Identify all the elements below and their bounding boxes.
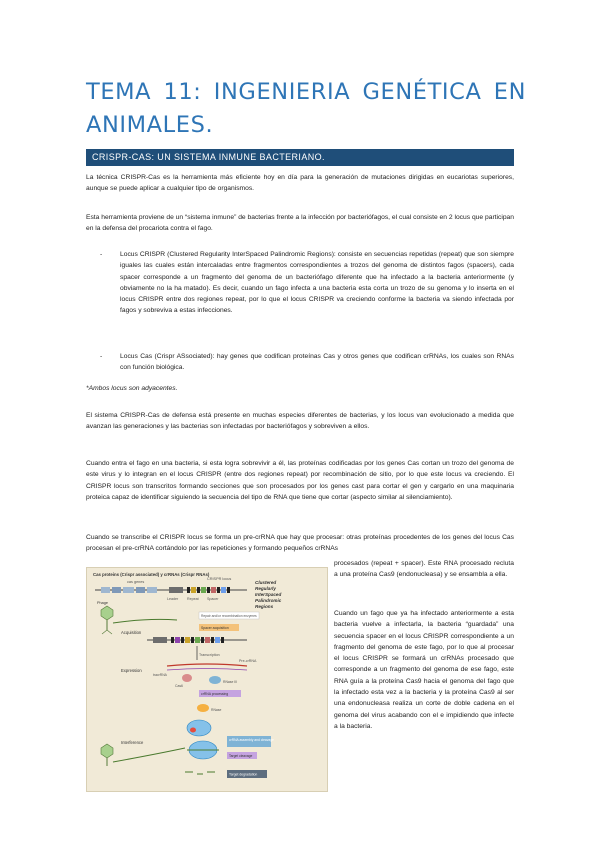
- rnase-iii-protein: [209, 676, 221, 684]
- interference-label: Interference: [121, 740, 144, 745]
- paragraph-evolution: El sistema CRISPR-Cas de defensa está presente en muchas especies diferentes de bacterias, y los locus van evolucionado a medida que avanzan las generaciones y las bacterias son infectadas por bacteriófagos y sobreviven a ellos.: [86, 412, 514, 431]
- cas-gene-block: [123, 587, 134, 593]
- cas9-complex-icon: [187, 720, 211, 736]
- crispr-figure: [86, 567, 328, 792]
- clustered-line-1: Clustered: [255, 580, 277, 585]
- transcription-label: Transcription: [199, 653, 220, 657]
- spacer-acquisition-label: Spacer acquisition: [201, 626, 229, 630]
- tracrrna-strand: [167, 669, 247, 671]
- leader-label: Leader: [167, 597, 179, 601]
- cas9-target-complex-icon: [187, 741, 219, 759]
- cas-gene-block: [101, 587, 110, 593]
- spacer-label: Spacer: [207, 597, 219, 601]
- clustered-label: [255, 580, 282, 609]
- cas-genes-label: cas genes: [127, 580, 145, 584]
- phage-icon: [101, 606, 113, 634]
- bullet-text: Locus Cas (Crispr ASsociated): hay genes que codifican proteínas Cas y otros genes que codifican crRNAs, los cuales son RNAs con función biológica.: [120, 353, 514, 372]
- repair-label: Repair and/or recombination enzymes: [201, 614, 257, 618]
- bullet-cas-locus: [100, 351, 514, 374]
- rnase-protein: [197, 704, 209, 712]
- rnase-iii-label: RNase III: [223, 680, 238, 684]
- cas-proteins-label: Cas proteins (Crispr associated) y crRNAs (Crispr RNAs): [93, 572, 210, 577]
- paragraph-infection: Cuando entra el fago en una bacteria, si esta logra sobrevivir a él, las proteínas codificadas por los genes Cas cortan un trozo del genoma de este virus y lo integran en el locus CRISPR (entre dos regiones repeat) por recombinación de sitio, por lo que este locus va creciendo. El CRISPR locus son transcritos formando secciones que son procesados por los genes cast para cortar el gen y cargarlo en una maquinaria proteica capaz de identificar siguiendo la secuencia del tipo de RNA que tiene que cortar (aspecto similar al silenciamiento).: [86, 460, 514, 501]
- expression-label: Expression: [121, 668, 142, 673]
- page-title: TEMA 11: INGENIERIA GENÉTICA EN ANIMALES.: [86, 79, 526, 138]
- leader-block-2: [153, 637, 167, 643]
- pre-crrna-strand: [167, 664, 247, 666]
- clustered-line-4: Palindromic: [255, 598, 282, 603]
- crrna-assembly-label: crRNA assembly and cleavage: [229, 738, 274, 742]
- acquisition-label: Acquisition: [121, 630, 142, 635]
- paragraph-origin: Esta herramienta proviene de un “sistema inmune” de bacterias frente a la infección por bacteriófagos, el cual consiste en 2 locus que participan en la defensa del procariota contra el fago.: [86, 214, 514, 233]
- side-text-reinfection: Cuando un fago que ya ha infectado anteriormente a esta bacteria vuelve a infectarla, la bacteria “guardada” una secuencia spacer en el locus CRISPR correspondiente a un fragmento del genoma de este fago, por lo que al procesar el locus CRISPR se formará un crRNAs procesado que corresponde a un fragmento del genoma de ese fago, este RNA guía a la proteína Cas9 hacia el genoma del fago que la infectado esta vez a la bacteria y la proteína Cas9 al ser una endonucleasa realiza un corte de doble cadena en el genoma del virus acabando con el e impidiendo que infecte a la bacteria.: [334, 610, 514, 730]
- crispr-array: [187, 587, 230, 593]
- leader-block: [169, 587, 183, 593]
- phage-dna-line: [113, 619, 177, 623]
- bullet-text: Locus CRISPR (Clustered Regularity InterSpaced Palindromic Regions): consiste en secuencias repetidas (repeat) que son siempre iguales las cuales están intercaladas entre fragmentos correspondientes a trozos del genoma de distintos fagos (spacers), cada spacer corresponde a un fragmento del genoma de un bacteriófago diferente que ha infectado a la bacteria anteriormente (y obviamente no la ha matado). Es decir, cuando un fago infecta a una bacteria esta corta un trozo de su genoma y lo inserta en el locus CRISPR entre dos regiones repeat, por lo que el locus CRISPR va creciendo conforme la bacteria va siendo infectada por fagos y sobreviva a estas infecciones.: [120, 251, 514, 315]
- section-header: CRISPR-CAS: UN SISTEMA INMUNE BACTERIANO.: [86, 149, 514, 166]
- bullet-dash: -: [100, 353, 103, 360]
- crispr-locus-label: CRISPR locus: [207, 577, 232, 581]
- repeat-label: Repeat: [187, 597, 199, 601]
- phage-label: Phage: [97, 601, 108, 605]
- cas6-protein: [182, 674, 192, 682]
- target-cleavage-label: Target cleavage: [229, 754, 253, 758]
- note-adjacent-locus: *Ambos locus son adyacentes.: [86, 385, 178, 392]
- degraded-dna-icon: [185, 772, 215, 774]
- clustered-line-3: InterSpaced: [255, 592, 282, 597]
- crispr-array-2: [171, 637, 224, 643]
- tracrrna-label: tracrRNA: [153, 673, 167, 677]
- clustered-line-2: Regularly: [255, 586, 276, 591]
- crispr-diagram: [87, 568, 329, 793]
- bullet-dash: -: [100, 251, 103, 258]
- paragraph-transcription: Cuando se transcribe el CRISPR locus se forma un pre-crRNA que hay que procesar: otras proteínas procedentes de los genes del locus Cas procesan el pre-crRNA cortándolo por las repeticiones y formando pequeños crRNAs: [86, 534, 514, 553]
- paragraph-intro: La técnica CRISPR-Cas es la herramienta más eficiente hoy en día para la generación de mutaciones dirigidas en eucariotas superiores, aunque se puede aplicar a cualquier tipo de organismos.: [86, 174, 514, 193]
- cas-gene-block: [112, 587, 121, 593]
- cas-gene-block: [136, 587, 145, 593]
- side-text-processed: procesados (repeat + spacer). Este RNA procesado recluta a una proteína Cas9 (endonucleasa) y se ensambla a ella.: [334, 560, 514, 579]
- phage-icon-2: [101, 744, 113, 766]
- clustered-line-5: Regions: [255, 604, 274, 609]
- cas6-label: Cas6: [175, 684, 183, 688]
- rnase-label: RNase: [211, 708, 222, 712]
- target-degradation-label: Target degradation: [229, 772, 258, 777]
- bullet-crispr-locus: [100, 249, 514, 317]
- cas-gene-block: [147, 587, 157, 593]
- phage-dna-line-2: [113, 748, 185, 762]
- crrna-processing-label: crRNA processing: [201, 692, 229, 696]
- pre-crrna-label: Pre-crRNA: [239, 659, 257, 663]
